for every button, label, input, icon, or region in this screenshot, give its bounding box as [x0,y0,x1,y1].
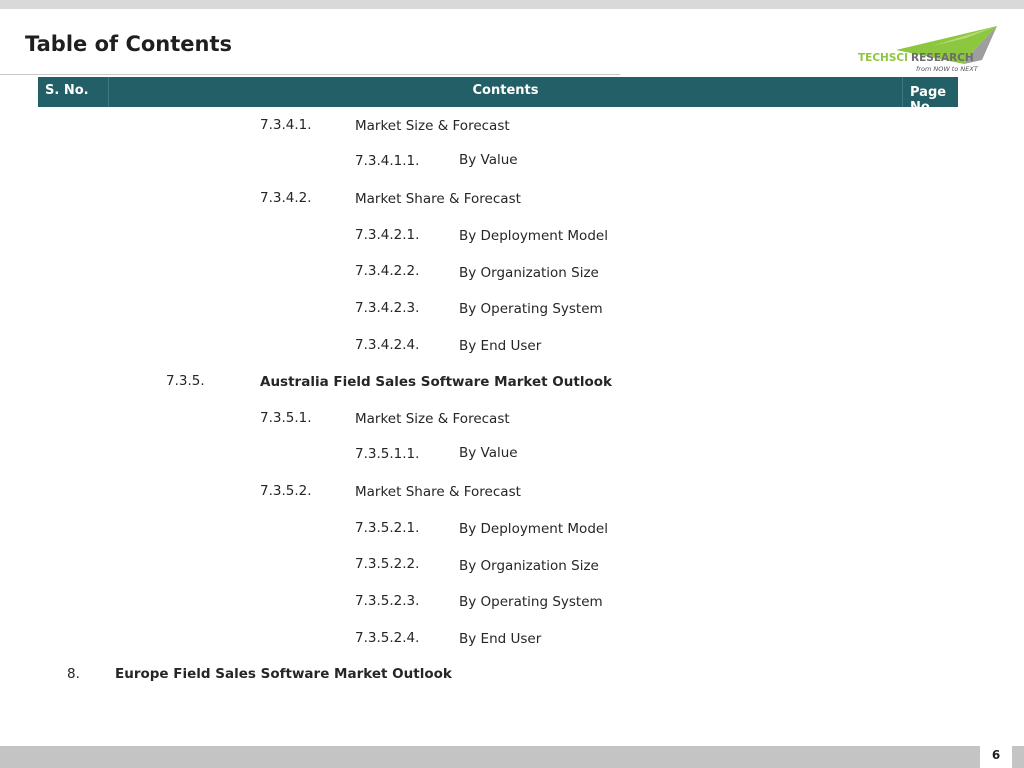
contents-column-header: Contents [108,77,903,107]
toc-entry-title: By Value [459,445,518,461]
toc-entry-number: 7.3.5.2. [260,483,312,499]
toc-entry-title: By Organization Size [459,265,599,281]
toc-entry-number: 7.3.4.1. [260,117,312,133]
toc-entry-number: 7.3.5.2.2. [355,556,420,572]
svg-text:TECHSCI: TECHSCI [858,52,909,64]
toc-entry-number: 7.3.4.2.4. [355,337,420,353]
toc-entry-number: 7.3.5.1. [260,410,312,426]
toc-entry-number: 8. [67,666,80,682]
sno-column-header: S. No. [45,83,89,98]
toc-entry-title: Market Size & Forecast [355,118,510,134]
toc-entry-title: By Organization Size [459,558,599,574]
toc-entry-number: 7.3.5.1.1. [355,446,420,462]
toc-table-header [38,77,958,115]
svg-text:from NOW to NEXT: from NOW to NEXT [916,65,978,73]
toc-entry-number: 7.3.5.2.3. [355,593,420,609]
page-title: Table of Contents [25,32,233,56]
techsci-logo [856,24,1001,74]
toc-entry-number: 7.3.4.1.1. [355,153,420,169]
toc-entry-number: 7.3.4.2. [260,190,312,206]
footer-bar [0,746,1024,768]
toc-section-title: Australia Field Sales Software Market Outlook [260,374,612,390]
top-strip [0,0,1024,9]
toc-entry-title: Market Share & Forecast [355,191,521,207]
toc-entry-number: 7.3.4.2.3. [355,300,420,316]
toc-entry-title: By Operating System [459,594,603,610]
toc-entry-number: 7.3.4.2.1. [355,227,420,243]
page-no-column-header: Page No. [910,85,947,115]
toc-entry-number: 7.3.5.2.4. [355,630,420,646]
toc-entry-title: By End User [459,338,542,354]
toc-entry-number: 7.3.4.2.2. [355,263,420,279]
toc-entry-title: Market Size & Forecast [355,411,510,427]
toc-entry-number: 7.3.5.2.1. [355,520,420,536]
toc-entry-title: Market Share & Forecast [355,484,521,500]
title-divider [0,74,620,75]
toc-entry-title: By Value [459,152,518,168]
toc-section-title: Europe Field Sales Software Market Outlook [115,666,452,682]
toc-entry-number: 7.3.5. [166,373,205,389]
svg-text:RESEARCH: RESEARCH [911,52,974,64]
toc-entry-title: By Deployment Model [459,521,608,537]
toc-entry-title: By Operating System [459,301,603,317]
toc-entry-title: By End User [459,631,542,647]
page-number: 6 [980,743,1012,768]
toc-entry-title: By Deployment Model [459,228,608,244]
